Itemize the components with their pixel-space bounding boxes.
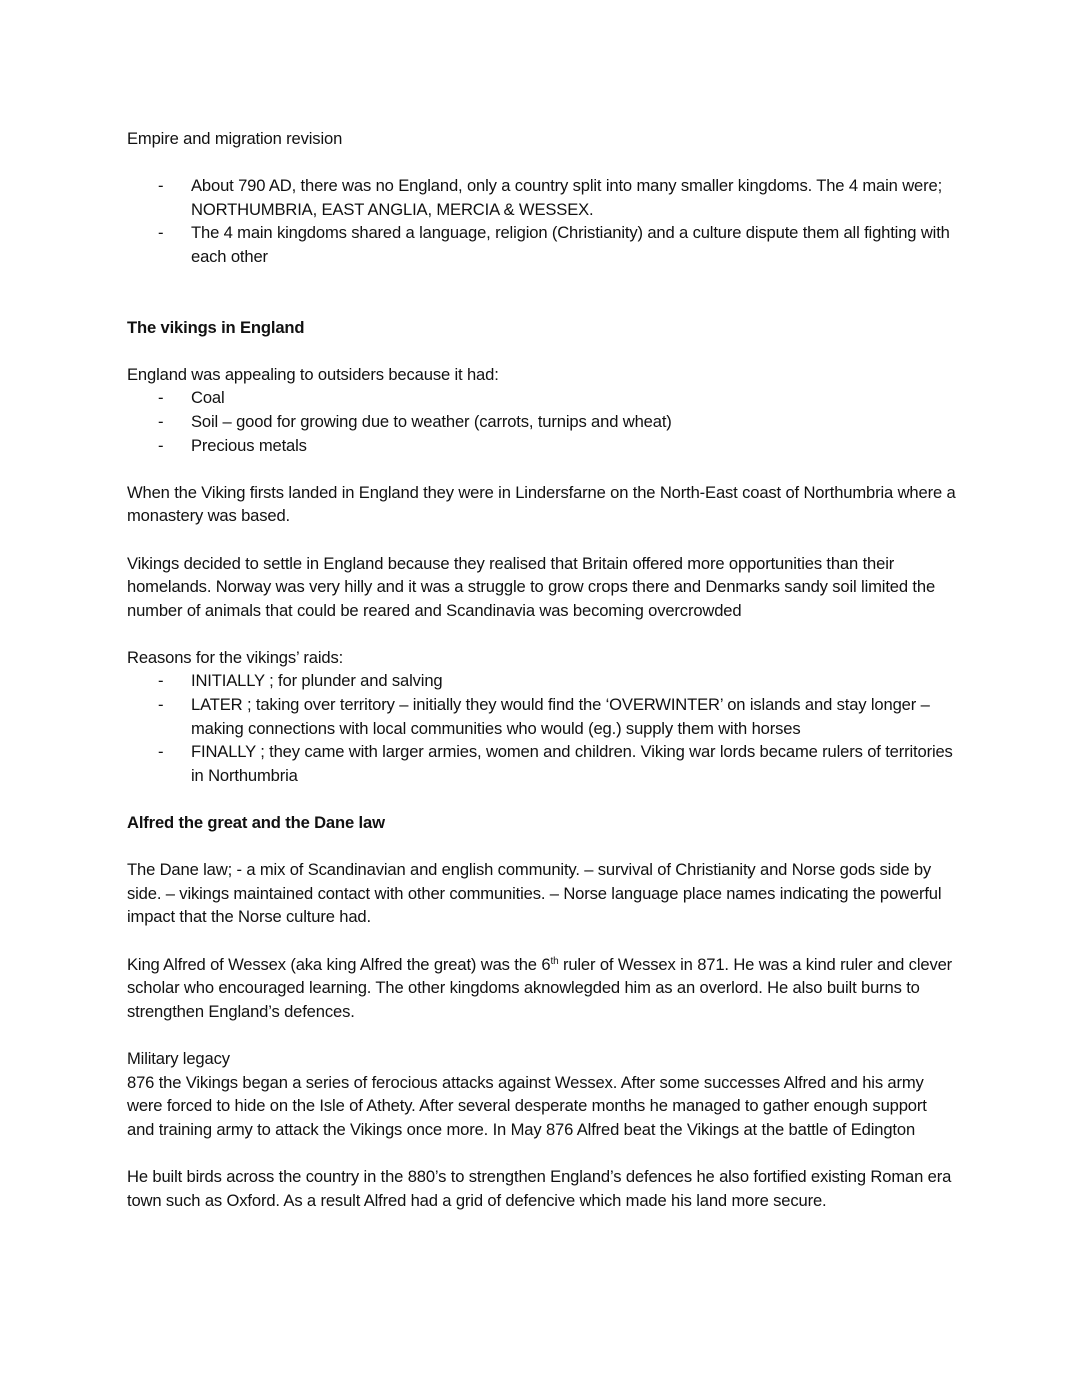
- defences-paragraph: He built birds across the country in the 880’s to strengthen England’s defences he also fortified existing Roman era town such as Oxford. As a result Alfred had a grid of defencive which made his land more secure.: [127, 1166, 952, 1210]
- spacer: [127, 457, 957, 481]
- alfred-paragraph: [127, 953, 957, 1024]
- list-item: - Precious metals: [127, 434, 957, 458]
- spacer: [127, 528, 957, 552]
- spacer: [127, 339, 957, 363]
- list-item: - FINALLY ; they came with larger armies, women and children. Viking war lords became rulers of territories in Northumbria: [127, 740, 957, 787]
- spacer: [127, 835, 957, 859]
- raids-intro: Reasons for the vikings’ raids:: [127, 647, 344, 667]
- spacer: [127, 787, 957, 811]
- list-item: - LATER ; taking over territory – initially they would find the ‘OVERWINTER’ on islands and stay longer – making connections with local communities who would (eg.) supply them with horses: [127, 693, 957, 740]
- alfred-text-start: King Alfred of Wessex (aka king Alfred the great) was the 6: [127, 954, 551, 974]
- spacer: [127, 269, 957, 316]
- section-heading-alfred: Alfred the great and the Dane law: [127, 813, 385, 833]
- military-paragraph: 876 the Vikings began a series of ferocious attacks against Wessex. After some successes Alfred and his army were forced to hide on the Isle of Athety. After several desperate months he managed to gather enough support and training army to attack the Vikings once more. In May 876 Alfred beat the Vikings at the battle of Edington: [127, 1072, 927, 1139]
- raids-bullet-list: [127, 669, 957, 787]
- appeal-intro: England was appealing to outsiders because it had:: [127, 364, 499, 384]
- list-item: - About 790 AD, there was no England, only a country split into many smaller kingdoms. The 4 main were; NORTHUMBRIA, EAST ANGLIA, MERCIA & WESSEX.: [127, 174, 957, 221]
- appeal-bullet-list: [127, 386, 957, 457]
- ordinal-suffix: th: [550, 955, 559, 967]
- landing-paragraph: When the Viking firsts landed in England they were in Lindersfarne on the North-East coast of Northumbria where a monastery was based.: [127, 482, 956, 526]
- list-item: - Soil – good for growing due to weather (carrots, turnips and wheat): [127, 410, 957, 434]
- list-item: - Coal: [127, 386, 957, 410]
- spacer: [127, 1141, 957, 1165]
- settle-paragraph: Vikings decided to settle in England because they realised that Britain offered more opportunities than their homelands. Norway was very hilly and it was a struggle to grow crops there and Denmarks sandy soil limited the number of animals that could be reared and Scandinavia was becoming overcrowded: [127, 553, 936, 620]
- dane-law-paragraph: The Dane law; - a mix of Scandinavian and english community. – survival of Christianity and Norse gods side by side. – vikings maintained contact with other communities. – Norse language place names indicating the powerful impact that the Norse culture had.: [127, 860, 942, 927]
- list-item: - The 4 main kingdoms shared a language, religion (Christianity) and a culture dispute them all fighting with each other: [127, 221, 957, 268]
- alfred-text-end: ruler of Wessex in 871. He was a kind ruler and clever scholar who encouraged learning. The other kingdoms aknowlegded him as an overlord. He also built burns to strengthen England’s defences.: [127, 954, 953, 1021]
- spacer: [127, 622, 957, 646]
- spacer: [127, 151, 957, 175]
- spacer: [127, 929, 957, 953]
- list-item: - INITIALLY ; for plunder and salving: [127, 669, 957, 693]
- intro-bullet-list: [127, 174, 957, 268]
- section-heading-vikings: The vikings in England: [127, 317, 305, 337]
- document-title: Empire and migration revision: [127, 129, 343, 148]
- military-legacy-heading: Military legacy: [127, 1048, 230, 1068]
- document-page: [127, 127, 957, 1212]
- spacer: [127, 1023, 957, 1047]
